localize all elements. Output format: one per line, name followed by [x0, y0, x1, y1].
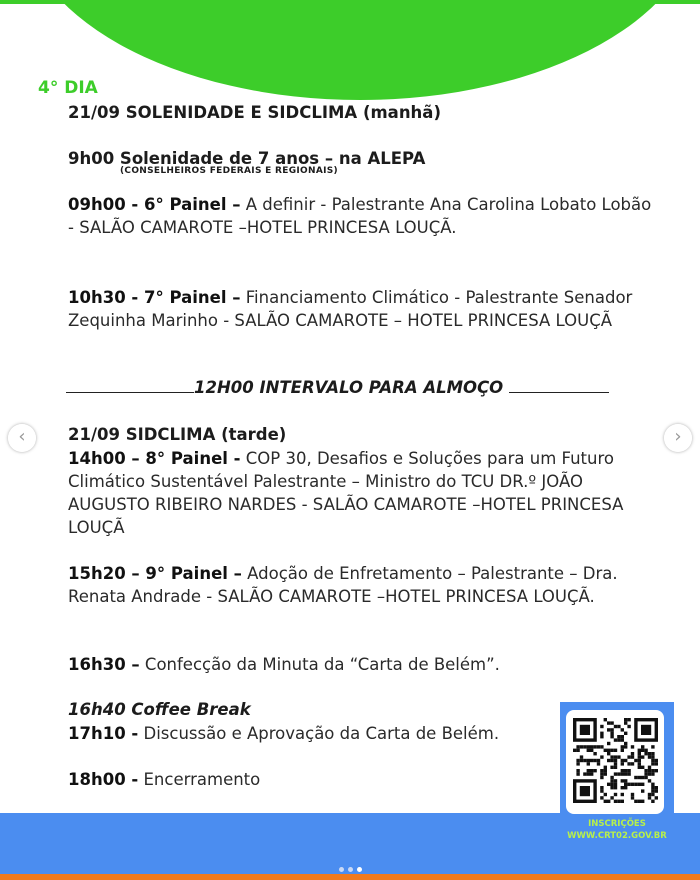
schedule-item-7th-panel	[68, 286, 658, 332]
lunch-interval-line	[66, 378, 628, 397]
schedule-time: 09h00 - 6° Painel –	[68, 195, 241, 214]
qr-caption	[560, 818, 674, 842]
schedule-item-6th-panel	[68, 193, 658, 239]
schedule-item-9th-panel	[68, 562, 658, 608]
schedule-item-8th-panel	[68, 447, 658, 539]
carousel-prev-button[interactable]	[8, 424, 36, 452]
registration-qr-card[interactable]	[560, 702, 674, 848]
carousel-dot[interactable]	[339, 867, 344, 872]
schedule-time: 15h20 – 9° Painel –	[68, 564, 242, 583]
schedule-text: Financiamento Climático - Palestrante Senador Zequinha Marinho - SALÃO CAMAROTE – HOTEL PRINCESA LOUÇÃ	[68, 288, 633, 330]
schedule-text: Discussão e Aprovação da Carta de Belém.	[138, 724, 500, 743]
carousel-dot[interactable]	[357, 867, 362, 872]
schedule-text: A definir - Palestrante Ana Carolina Lobato Lobão - SALÃO CAMAROTE –HOTEL PRINCESA LOUÇÃ.	[68, 195, 652, 237]
schedule-text: Encerramento	[138, 770, 261, 789]
schedule-item-closing	[68, 768, 548, 791]
ceremony-subtitle: (CONSELHEIROS FEDERAIS E REGIONAIS)	[120, 166, 338, 176]
qr-caption-url: WWW.CRT02.GOV.BR	[567, 831, 667, 841]
carousel-next-button[interactable]	[664, 424, 692, 452]
schedule-time: 14h00 – 8° Painel -	[68, 449, 241, 468]
schedule-item-discussion	[68, 722, 548, 745]
schedule-time: 18h00 -	[68, 770, 139, 789]
schedule-item-minuta	[68, 653, 658, 676]
qr-code-frame	[566, 710, 664, 814]
carousel-indicator	[0, 857, 700, 876]
schedule-text: COP 30, Desafios e Soluções para um Futuro Climático Sustentável Palestrante – Ministro do TCU DR.º JOÃO AUGUSTO RIBEIRO NARDES - SALÃO CAMAROTE –HOTEL PRINCESA LOUÇÃ	[68, 449, 624, 537]
qr-caption-line1: INSCRIÇÕES	[588, 819, 646, 829]
divider-right	[509, 391, 609, 393]
schedule-text: Confecção da Minuta da “Carta de Belém”.	[139, 655, 500, 674]
lunch-interval-text: 12H00 INTERVALO PARA ALMOÇO	[194, 378, 504, 397]
schedule-text: Adoção de Enfretamento – Palestrante – Dra. Renata Andrade - SALÃO CAMAROTE –HOTEL PRINCESA LOUÇÃ.	[68, 564, 618, 606]
ceremony-title: 9h00 Solenidade de 7 anos – na ALEPA	[68, 149, 426, 168]
chevron-right-icon: ›	[674, 426, 682, 447]
coffee-break-title: 16h40 Coffee Break	[68, 700, 251, 719]
schedule-time: 10h30 - 7° Painel –	[68, 288, 241, 307]
morning-session-title: 21/09 SOLENIDADE E SIDCLIMA (manhã)	[68, 103, 441, 122]
schedule-time: 17h10 -	[68, 724, 139, 743]
green-header-shape	[20, 0, 700, 100]
qr-code-icon[interactable]	[566, 710, 664, 814]
carousel-dot[interactable]	[348, 867, 353, 872]
schedule-time: 16h30 –	[68, 655, 140, 674]
afternoon-session-title: 21/09 SIDCLIMA (tarde)	[68, 425, 287, 444]
divider-left	[66, 391, 194, 393]
chevron-left-icon: ‹	[18, 426, 26, 447]
day-label: 4° DIA	[38, 78, 98, 98]
